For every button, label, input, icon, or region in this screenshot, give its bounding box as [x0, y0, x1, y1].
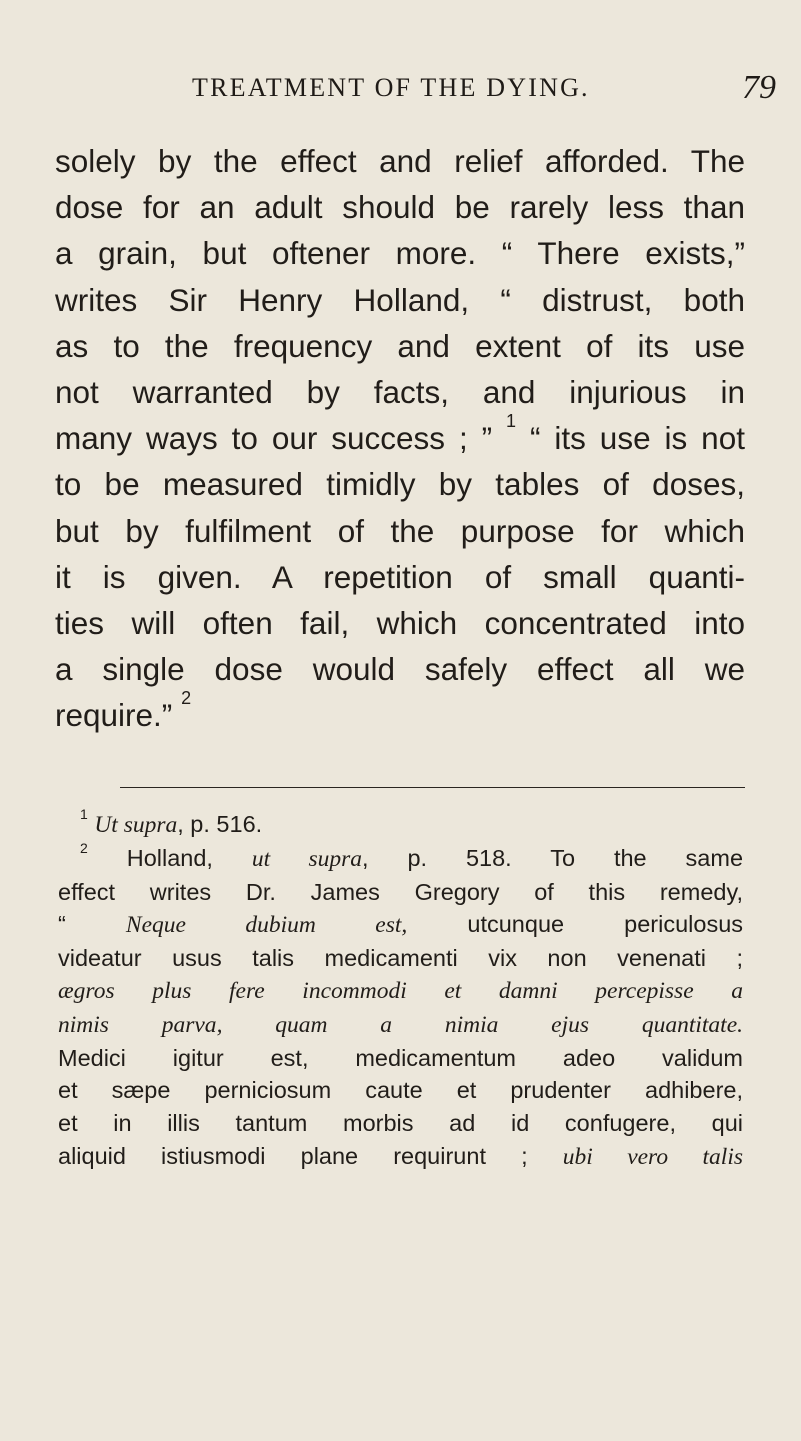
- footnote-line: et sæpe perniciosum caute et prudenter adhibere,: [58, 1077, 743, 1104]
- footnote-line: [58, 1008, 743, 1042]
- body-line: a grain, but oftener more. “ There exists,”: [55, 235, 745, 272]
- footnote-line: effect writes Dr. James Gregory of this remedy,: [58, 878, 743, 905]
- footnote-italic: ubi vero talis: [562, 1143, 744, 1170]
- body-line-part: many ways to our success ; ”: [55, 420, 493, 457]
- body-line: but by fulfilment of the purpose for which: [55, 512, 745, 549]
- body-line: writes Sir Henry Holland, “ distrust, both: [55, 281, 745, 318]
- footnote-2: [58, 839, 744, 876]
- footnote-text: Holland,: [126, 844, 213, 871]
- footnote-rule: [120, 787, 745, 788]
- footnote-line: et in illis tantum morbis ad id confugere, qui: [58, 1110, 743, 1137]
- body-line: [55, 411, 745, 461]
- footnote-text: aliquid istiusmodi plane requirunt ;: [58, 1142, 528, 1169]
- footnote-line: [58, 1140, 743, 1174]
- body-line-part: “ its use is not: [529, 420, 745, 457]
- footnote-text: utcunque periculosus: [467, 911, 744, 938]
- body-line: not warranted by facts, and injurious in: [55, 374, 745, 411]
- body-line: [55, 688, 745, 738]
- footnote-italic: ut supra: [251, 845, 362, 872]
- footnote-italic: Ut supra: [94, 812, 178, 838]
- footnote-text: , p. 518. To the same: [362, 844, 744, 871]
- footnote-italic: , quam a nimia ejus quantitate.: [216, 1011, 744, 1038]
- body-line: to be measured timidly by tables of doses,: [55, 466, 745, 503]
- body-paragraph: [55, 138, 745, 739]
- footnote-line: Medici igitur est, medicamentum adeo validum: [58, 1044, 743, 1071]
- footnote-1: [58, 808, 743, 842]
- footnote-line: videatur usus talis medicamenti vix non venenati ;: [58, 945, 743, 972]
- footnote-line-italic: ægros plus fere incommodi et damni percepisse a: [58, 977, 743, 1004]
- running-head: TREATMENT OF THE DYING.: [192, 73, 590, 102]
- body-line: solely by the effect and relief afforded. The: [55, 143, 745, 179]
- body-line: it is given. A repetition of small quanti-: [55, 558, 745, 595]
- footnote-text: , p. 516.: [177, 811, 263, 837]
- footnote-line: [58, 908, 743, 942]
- footnote-ref-2: 2: [181, 688, 192, 709]
- footnotes: [58, 808, 743, 1174]
- footnote-italic: Neque dubium est,: [125, 912, 408, 939]
- page-number: 79: [742, 69, 776, 106]
- body-line: as to the frequency and extent of its use: [55, 327, 745, 364]
- footnote-text: “: [58, 911, 66, 938]
- footnote-marker: 2: [80, 839, 88, 856]
- body-line: dose for an adult should be rarely less than: [55, 189, 745, 226]
- footnote-ref-1: 1: [506, 411, 517, 432]
- body-line: ties will often fail, which concentrated into: [55, 605, 745, 642]
- footnote-marker: 1: [80, 806, 88, 822]
- footnote-italic: nimis parva: [58, 1011, 217, 1038]
- body-line-part: require.”: [55, 697, 173, 734]
- body-line: a single dose would safely effect all we: [55, 651, 745, 688]
